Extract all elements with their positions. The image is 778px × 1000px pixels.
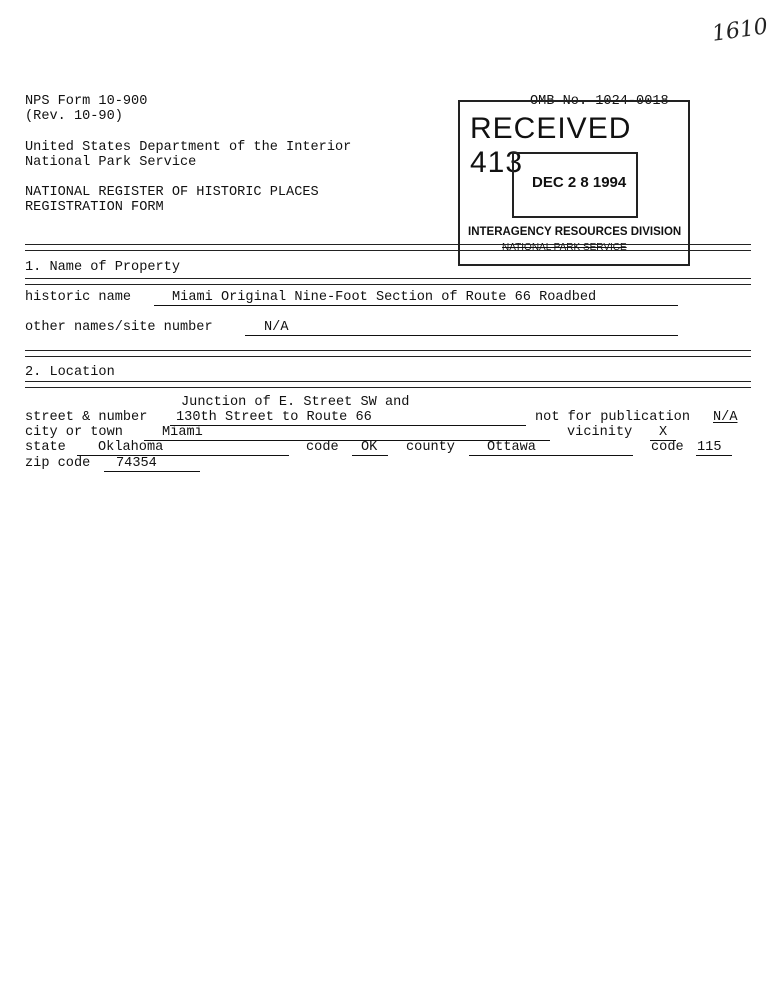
not-for-publication-label: not for publication	[535, 410, 690, 425]
city-label: city or town	[25, 425, 123, 440]
state-label: state	[25, 440, 66, 455]
city-value: Miami	[162, 425, 203, 440]
stamp-date: DEC 2 8 1994	[532, 174, 627, 191]
zip-value: 74354	[116, 456, 157, 471]
street-label: street & number	[25, 410, 148, 425]
vicinity-label: vicinity	[567, 425, 633, 440]
county-code-label: code	[651, 440, 684, 455]
state-code-label: code	[306, 440, 339, 455]
stamp-received-text: RECEIVED 413	[470, 112, 632, 179]
service-name: National Park Service	[25, 155, 197, 170]
stamp-division: INTERAGENCY RESOURCES DIVISION	[468, 226, 682, 238]
stamp-date-box	[512, 152, 638, 218]
form-revision: (Rev. 10-90)	[25, 109, 123, 124]
historic-name-label: historic name	[25, 290, 132, 305]
register-title: NATIONAL REGISTER OF HISTORIC PLACES	[25, 185, 319, 200]
form-number: NPS Form 10-900	[25, 94, 148, 109]
form-title: REGISTRATION FORM	[25, 200, 164, 215]
section-divider	[25, 278, 751, 285]
section-divider	[25, 244, 751, 251]
handwritten-note: 1610	[710, 14, 770, 47]
omb-number: OMB No. 1024-0018	[530, 94, 669, 109]
section1-heading: 1. Name of Property	[25, 260, 180, 275]
other-names-label: other names/site number	[25, 320, 213, 335]
vicinity-value: X	[659, 425, 668, 440]
city-field	[144, 425, 550, 441]
other-names-field	[245, 320, 678, 336]
section-divider	[25, 350, 751, 357]
street-line1: Junction of E. Street SW and	[181, 395, 410, 410]
section-divider	[25, 381, 751, 388]
historic-name-value: Miami Original Nine-Foot Section of Route 66 Roadbed	[172, 290, 597, 305]
state-value: Oklahoma	[98, 440, 164, 455]
stamp-service: NATIONAL PARK SERVICE	[502, 242, 627, 253]
county-label: county	[406, 440, 455, 455]
county-value: Ottawa	[487, 440, 536, 455]
state-code-value: OK	[361, 440, 378, 455]
department-name: United States Department of the Interior	[25, 140, 352, 155]
street-value: 130th Street to Route 66	[176, 410, 372, 425]
not-for-publication-value: N/A	[713, 410, 738, 425]
received-stamp	[458, 100, 690, 266]
section2-heading: 2. Location	[25, 365, 115, 380]
other-names-value: N/A	[264, 320, 289, 335]
county-code-value: 115	[697, 440, 722, 455]
zip-label: zip code	[25, 456, 91, 471]
